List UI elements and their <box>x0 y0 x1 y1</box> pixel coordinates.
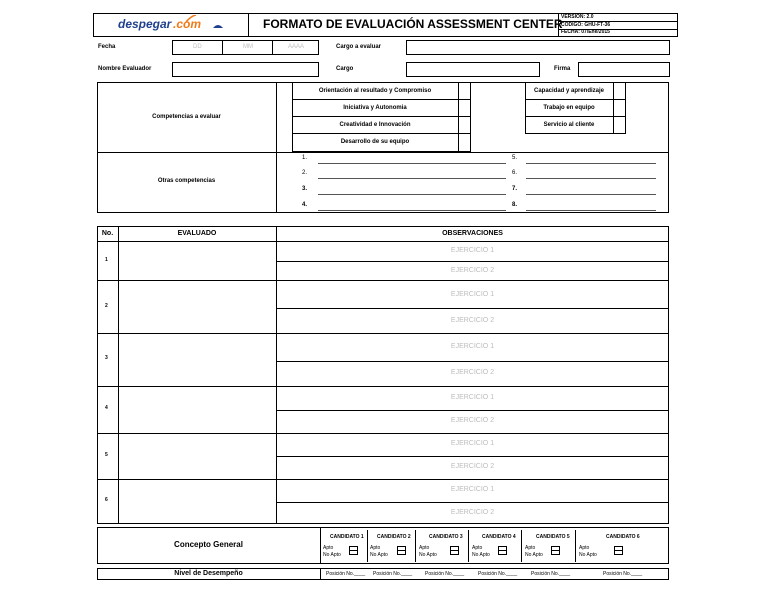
obs-ejercicio-1[interactable]: EJERCICIO 1 <box>450 247 495 254</box>
row-number: 5 <box>105 452 108 458</box>
otra-line-2[interactable] <box>318 178 506 179</box>
cargo-evaluar-field[interactable] <box>406 40 670 55</box>
version-text: VERSION: 2.0 <box>561 14 594 20</box>
otra-num-7: 7. <box>512 186 518 192</box>
posicion-1[interactable]: Posición No.____ <box>326 571 366 577</box>
cargo-evaluar-label: Cargo a evaluar <box>336 44 382 50</box>
otra-line-3[interactable] <box>318 194 506 195</box>
otra-line-4[interactable] <box>318 210 506 211</box>
posicion-2[interactable]: Posición No.____ <box>373 571 413 577</box>
otra-line-7[interactable] <box>526 194 656 195</box>
obs-ejercicio-1[interactable]: EJERCICIO 1 <box>450 394 495 401</box>
candidato-5-apto: Apto <box>525 545 536 551</box>
competencia-right-3: Servicio al cliente <box>543 122 595 128</box>
obs-ejercicio-1[interactable]: EJERCICIO 1 <box>450 291 495 298</box>
candidato-4-apto: Apto <box>472 545 483 551</box>
candidato-4-no-apto: No Apto <box>472 552 490 558</box>
otra-line-5[interactable] <box>526 163 656 164</box>
company-logo <box>118 15 228 33</box>
candidato-4-label: CANDIDATO 4 <box>482 534 516 540</box>
candidato-6-no-apto: No Apto <box>579 552 597 558</box>
candidato-4-checkbox[interactable] <box>498 546 507 555</box>
candidato-5-checkbox[interactable] <box>551 546 560 555</box>
fecha-aaaa: AAAA <box>288 44 305 50</box>
fecha-mm: MM <box>243 44 253 50</box>
firma-label: Firma <box>554 66 571 72</box>
fecha-label: Fecha <box>98 44 116 50</box>
obs-ejercicio-2[interactable]: EJERCICIO 2 <box>450 369 495 376</box>
row-number: 3 <box>105 355 108 361</box>
candidato-1-no-apto: No Apto <box>323 552 341 558</box>
posicion-6[interactable]: Posición No.____ <box>603 571 643 577</box>
candidato-1-apto: Apto <box>323 545 334 551</box>
candidato-1-checkbox[interactable] <box>349 546 358 555</box>
competencia-right-2: Trabajo en equipo <box>543 105 595 111</box>
fecha-dd: DD <box>193 44 202 50</box>
candidato-5-no-apto: No Apto <box>525 552 543 558</box>
otra-num-1: 1. <box>302 155 308 161</box>
candidato-3-no-apto: No Apto <box>419 552 437 558</box>
candidato-2-apto: Apto <box>370 545 381 551</box>
otra-line-1[interactable] <box>318 163 506 164</box>
cargo-field[interactable] <box>406 62 540 77</box>
candidato-3-label: CANDIDATO 3 <box>429 534 463 540</box>
concepto-general-label: Concepto General <box>174 540 243 549</box>
obs-ejercicio-2[interactable]: EJERCICIO 2 <box>450 509 495 516</box>
obs-ejercicio-2[interactable]: EJERCICIO 2 <box>450 267 495 274</box>
otra-num-8: 8. <box>512 202 518 208</box>
fecha-doc-text: FECHA: 07/Ene/2015 <box>561 29 610 35</box>
plane-icon <box>185 15 197 23</box>
obs-ejercicio-1[interactable]: EJERCICIO 1 <box>450 343 495 350</box>
otra-line-8[interactable] <box>526 210 656 211</box>
candidato-3-checkbox[interactable] <box>450 546 459 555</box>
document-title: FORMATO DE EVALUACIÓN ASSESSMENT CENTER <box>263 17 563 31</box>
competencias-label: Competencias a evaluar <box>152 114 221 120</box>
row-number: 4 <box>105 405 108 411</box>
competencia-left-2: Iniciativa y Autonomia <box>343 105 407 111</box>
posicion-4[interactable]: Posición No.____ <box>478 571 518 577</box>
otras-competencias-label: Otras competencias <box>157 178 216 184</box>
otra-num-5: 5. <box>512 155 518 161</box>
candidato-6-apto: Apto <box>579 545 590 551</box>
candidato-5-label: CANDIDATO 5 <box>536 534 570 540</box>
nivel-desempeno-label: Nivel de Desempeño <box>174 570 243 577</box>
obs-ejercicio-1[interactable]: EJERCICIO 1 <box>450 440 495 447</box>
codigo-text: CODIGO: GHU-FT-36 <box>561 22 611 28</box>
obs-ejercicio-2[interactable]: EJERCICIO 2 <box>450 417 495 424</box>
firma-field[interactable] <box>578 62 670 77</box>
row-number: 2 <box>105 303 108 309</box>
obs-ejercicio-2[interactable]: EJERCICIO 2 <box>450 317 495 324</box>
logo-text-main: despegar <box>118 17 172 31</box>
logo-text-domain: .com <box>173 17 202 31</box>
candidato-1-label: CANDIDATO 1 <box>330 534 364 540</box>
competencia-left-1: Orientación al resultado y Compromiso <box>318 88 432 94</box>
candidato-3-apto: Apto <box>419 545 430 551</box>
col-header-no: No. <box>101 230 114 237</box>
otra-line-6[interactable] <box>526 178 656 179</box>
row-number: 6 <box>105 497 108 503</box>
obs-ejercicio-2[interactable]: EJERCICIO 2 <box>450 463 495 470</box>
obs-ejercicio-1[interactable]: EJERCICIO 1 <box>450 486 495 493</box>
candidato-2-no-apto: No Apto <box>370 552 388 558</box>
otra-num-6: 6. <box>512 170 518 176</box>
row-number: 1 <box>105 257 108 263</box>
col-header-evaluado: EVALUADO <box>177 230 217 237</box>
nombre-evaluador-field[interactable] <box>172 62 319 77</box>
candidato-2-checkbox[interactable] <box>397 546 406 555</box>
nombre-evaluador-label: Nombre Evaluador <box>98 66 152 72</box>
competencia-left-4: Desarrollo de su equipo <box>340 139 410 145</box>
competencia-left-3: Creatividad e Innovación <box>339 122 411 128</box>
otra-num-2: 2. <box>302 170 308 176</box>
candidato-6-checkbox[interactable] <box>614 546 623 555</box>
otra-num-3: 3. <box>302 186 308 192</box>
posicion-3[interactable]: Posición No.____ <box>425 571 465 577</box>
cloud-icon <box>212 22 224 29</box>
otra-num-4: 4. <box>302 202 308 208</box>
posicion-5[interactable]: Posición No.____ <box>531 571 571 577</box>
cargo-label: Cargo <box>336 66 354 72</box>
competencia-right-1: Capacidad y aprendizaje <box>533 88 605 94</box>
col-header-observaciones: OBSERVACIONES <box>442 230 503 237</box>
candidato-6-label: CANDIDATO 6 <box>606 534 640 540</box>
candidato-2-label: CANDIDATO 2 <box>377 534 411 540</box>
